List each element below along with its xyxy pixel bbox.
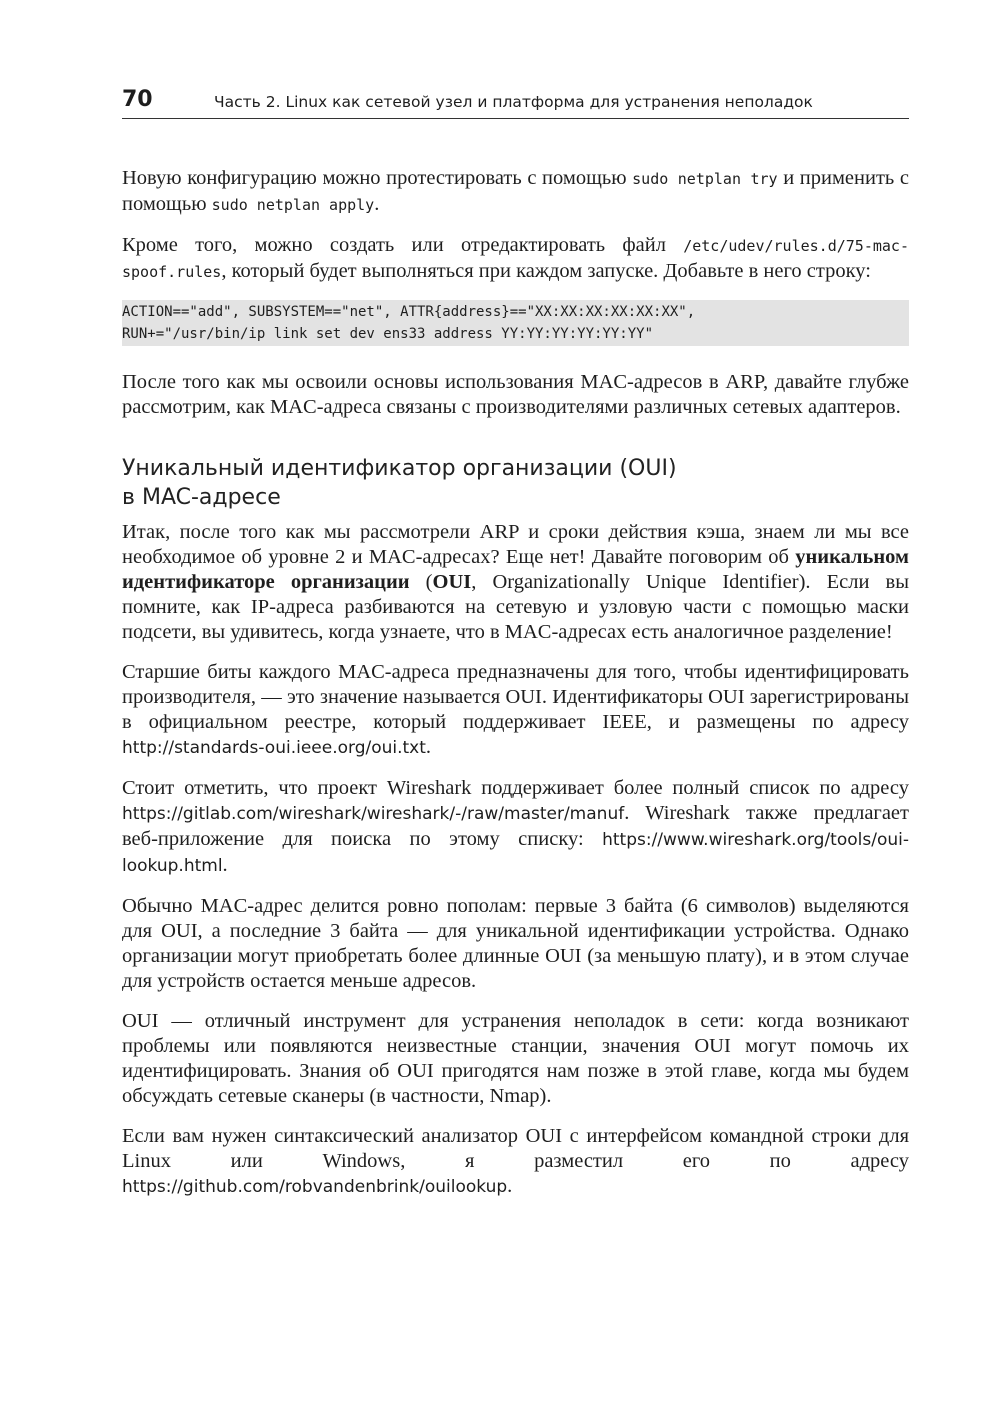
gitlab-link[interactable]: https://gitlab.com/wireshark/wireshark/-/raw/master/manuf xyxy=(122,804,625,824)
text: , Organizationally Unique Identifier). Если вы помните, как IP-адреса разбиваются на сетевую и узловую части с помощью маски подсети, вы удивитесь, когда узнаете, что в MAC-адресах есть аналогичное разделение! xyxy=(122,571,909,643)
text: Если вам нужен синтаксический анализатор OUI с интерфейсом командной строки для Linux или Windows, я разместил его по адресу xyxy=(122,1125,909,1172)
paragraph-transition: После того как мы освоили основы использования MAC-адресов в ARP, давайте глубже рассмотрим, как MAC-адреса связаны с производителями различных сетевых адаптеров. xyxy=(122,371,909,418)
paragraph-oui-troubleshooting: OUI — отличный инструмент для устранения неполадок в сети: когда возникают проблемы или появляются неизвестные станции, значения OUI могут помочь их идентифицировать. Знания об OUI пригодятся нам позже в этой главе, когда мы будем обсуждать сетевые сканеры (в частности, Nmap). xyxy=(122,1010,909,1107)
code-line: ACTION=="add", SUBSYSTEM=="net", ATTR{address}=="XX:XX:XX:XX:XX:XX", xyxy=(122,304,696,320)
text: ( xyxy=(409,571,433,593)
text: Итак, после того как мы рассмотрели ARP и сроки действия кэша, знаем ли мы все необходимое об уровне 2 и MAC-адресах? Еще нет! Давайте поговорим об xyxy=(122,521,909,568)
wireshark-lookup-link[interactable]: https://www.wireshark.org/tools/oui-lookup.html xyxy=(122,830,909,876)
running-title: Часть 2. Linux как сетевой узел и платформа для устранения неполадок xyxy=(214,93,813,111)
ieee-link[interactable]: http://standards-oui.ieee.org/oui.txt xyxy=(122,738,426,758)
paragraph-mac-split: Обычно MAC-адрес делится ровно пополам: первые 3 байта (6 символов) выделяются для OUI, а последние 3 байта — для уникальной идентификации устройства. Однако организации могут приобретать более длинные OUI (за меньшую плату), и в этом случае для устройств остается меньше адресов. xyxy=(122,895,909,992)
bold-term: уникальном идентификаторе организации xyxy=(122,546,909,593)
text: . xyxy=(425,736,432,758)
inline-code: sudo netplan try xyxy=(632,170,778,188)
github-link[interactable]: https://github.com/robvandenbrink/ouilookup xyxy=(122,1177,508,1197)
paragraph-netplan xyxy=(122,166,909,218)
paragraph-oui-registry xyxy=(122,660,909,761)
text: . xyxy=(507,1175,513,1197)
text: и применить с помощью xyxy=(122,167,909,215)
text: Кроме того, можно создать или отредактировать файл xyxy=(122,234,684,256)
code-line: RUN+="/usr/bin/ip link set dev ens33 address YY:YY:YY:YY:YY:YY" xyxy=(122,326,654,342)
running-header xyxy=(122,86,909,119)
paragraph-wireshark xyxy=(122,776,909,879)
code-block xyxy=(122,300,909,346)
paragraph-udev xyxy=(122,233,909,285)
text: . Wireshark также предлагает веб-приложение для поиска по этому списку: xyxy=(122,802,909,850)
text: Новую конфигурацию можно протестировать с помощью xyxy=(122,167,633,189)
page-number: 70 xyxy=(122,87,153,112)
inline-code: sudo netplan apply xyxy=(211,196,375,214)
text: , который будет выполняться при каждом запуске. Добавьте в него строку: xyxy=(221,260,871,282)
section-heading xyxy=(122,454,909,512)
text: Старшие биты каждого MAC-адреса предназначены для того, чтобы идентифицировать производителя, — это значение называется OUI. Идентификаторы OUI зарегистрированы в официальном реестре, который поддерживает IEEE, и размещены по адресу xyxy=(122,661,909,733)
page-body xyxy=(122,166,909,1215)
bold-term: OUI xyxy=(432,571,472,593)
text: Стоит отметить, что проект Wireshark поддерживает более полный список по адресу xyxy=(122,777,909,799)
inline-code: /etc/udev/rules.d/75-mac-spoof.rules xyxy=(122,237,909,281)
text: . xyxy=(222,854,228,876)
paragraph-ouilookup xyxy=(122,1124,909,1200)
heading-line: в MAC-адресе xyxy=(122,485,281,510)
text: . xyxy=(374,193,380,215)
heading-line: Уникальный идентификатор организации (OUI) xyxy=(122,456,677,481)
paragraph-oui-intro xyxy=(122,520,909,645)
